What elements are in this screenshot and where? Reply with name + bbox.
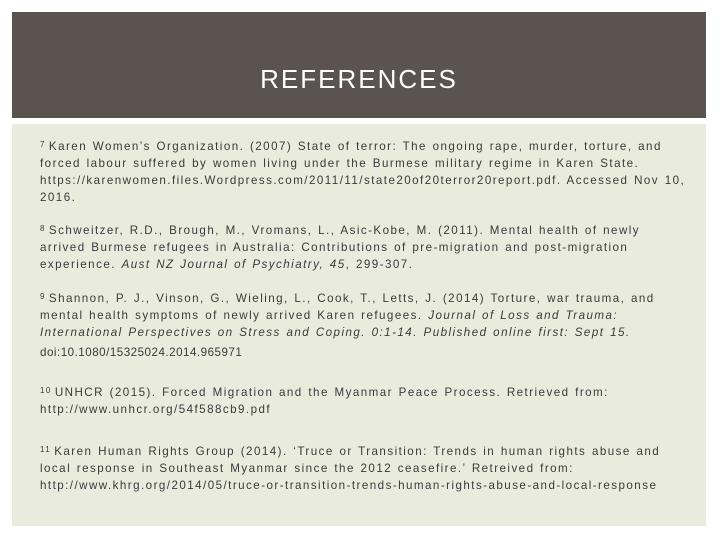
reference-number: 8 — [40, 224, 46, 233]
reference-number: 7 — [40, 140, 46, 149]
title-bar — [12, 12, 706, 118]
reference-text: Karen Human Rights Group (2014). ‘Truce or Transition: Trends in human rights abuse and local response in Southeast Myanmar since the 2012 ceasefire.’ Retreived from: http://www.khrg.org/2014/05/truce-or-transition-trends-human-rights-abuse-and-local-response — [40, 445, 661, 493]
journal-title: Journal of Loss and Trauma: International Perspectives on Stress and Coping. 0:1-14. Published online first: Sept 15. — [40, 309, 631, 340]
reference-text: UNHCR (2015). Forced Migration and the Myanmar Peace Process. Retrieved from: http://www.unhcr.org/54f588cb9.pdf — [40, 386, 609, 417]
journal-title: Aust NZ Journal of Psychiatry, 45 — [121, 258, 346, 272]
reference-pages: , 299-307. — [345, 258, 414, 272]
reference-9 — [40, 290, 690, 361]
reference-10 — [40, 384, 690, 418]
reference-number: 11 — [40, 445, 52, 454]
reference-7 — [40, 138, 690, 206]
reference-text: Schweitzer, R.D., Brough, M., Vromans, L., Asic-Kobe, M. (2011). Mental health of newly arrived Burmese refugees in Australia: Contributions of pre-migration and post-migration experience. — [40, 224, 641, 272]
reference-text: Shannon, P. J., Vinson, G., Wieling, L., Cook, T., Letts, J. (2014) Torture, war trauma, and mental health symptoms of newly arrived Karen refugees. — [40, 292, 655, 323]
page-title: REFERENCES — [260, 64, 458, 94]
reference-text: Karen Women’s Organization. (2007) State of terror: The ongoing rape, murder, torture, and forced labour suffered by women living under the Burmese military regime in Karen State. https://karenwomen.files.Wordpress.com/2011/11/state20of20terror20report.pdf. Accessed Nov 10, 2016. — [40, 140, 686, 205]
references-panel — [12, 124, 706, 526]
reference-11 — [40, 443, 690, 494]
reference-doi: doi:10.1080/15325024.2014.965971 — [40, 346, 243, 360]
reference-8 — [40, 222, 690, 273]
reference-number: 9 — [40, 292, 46, 301]
reference-number: 10 — [40, 386, 52, 395]
